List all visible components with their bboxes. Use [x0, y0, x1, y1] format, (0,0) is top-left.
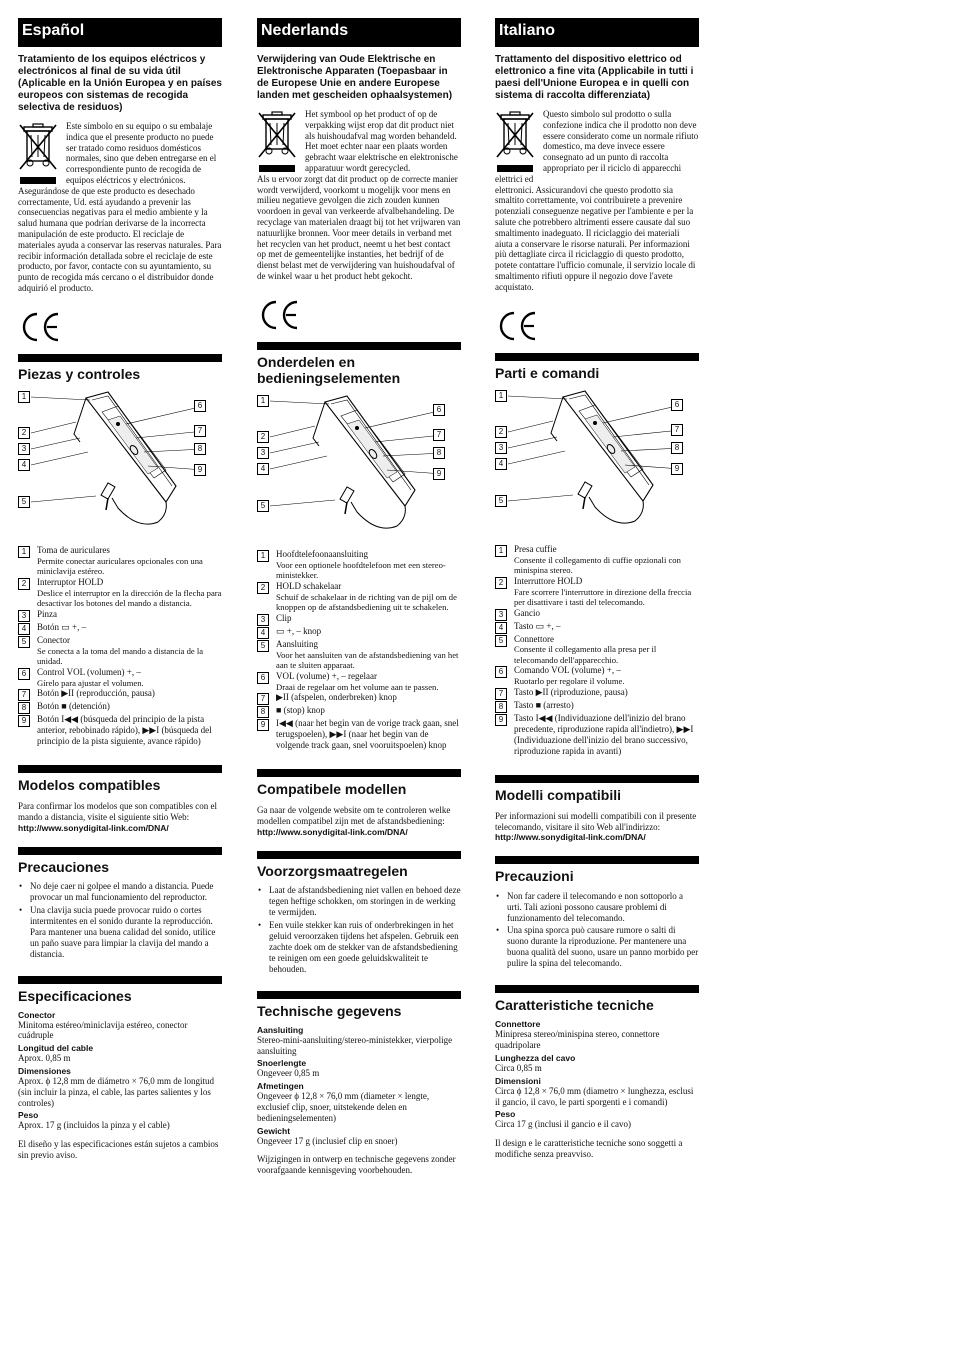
- weee-bin-icon: [495, 111, 535, 173]
- spec-title: Especificaciones: [18, 987, 132, 1004]
- part-label: Botón I◀◀ (búsqueda del principio de la pista anterior, rebobinado rápido), ▶▶I (búsqueda del principio de la pista siguiente, avance rápido): [37, 714, 212, 747]
- part-description: Permite conectar auriculares opcionales con una miniclavija estéreo.: [37, 555, 203, 577]
- parts-list-item: [495, 634, 699, 666]
- part-label: Toma de auriculares: [37, 544, 110, 555]
- part-description: Draai de regelaar om het volume aan te passen.: [276, 681, 439, 692]
- parts-list-item: [257, 581, 461, 613]
- weee-text-2: Asegurándose de que este producto es desechado correctamente, Ud. está ayudando a prevenir las consecuencias negativas para el medio ambiente y la salud humana que podrían derivarse de la incorrecta manipulación de este producto. El reciclaje de materiales ayuda a conservar las reservas naturales. Para recibir información detallada sobre el reciclaje de este producto, por favor, contacte con su ayuntamiento, su punto de recogida más cercano o el distribuidor donde adquirió el producto.: [18, 185, 222, 293]
- remote-control-diagram: [495, 389, 699, 534]
- spec-label: Dimensiones: [18, 1066, 71, 1077]
- part-description: Schuif de schakelaar in de richting van de pijl om de knoppen op de afstandsbediening uit te schakelen.: [276, 591, 457, 613]
- part-number: 6: [18, 668, 30, 680]
- callout-5: 5: [18, 496, 30, 508]
- compat-text: Para confirmar los modelos que son compatibles con el mando a distancia, visite el siguiente sitio Web:: [18, 801, 217, 822]
- spec-list: [257, 1025, 461, 1147]
- callout-7: 7: [671, 424, 683, 436]
- spec-label: Afmetingen: [257, 1081, 304, 1092]
- part-number: 4: [257, 627, 269, 639]
- weee-text-1: Questo simbolo sul prodotto o sulla confezione indica che il prodotto non deve essere considerato come un normale rifiuto domestico, ma deve invece essere consegnato ad un punto di raccolta appropriato per il riciclo di apparecchi elettrici ed: [495, 109, 699, 184]
- part-label: Aansluiting: [276, 638, 318, 649]
- parts-list-item: [18, 714, 222, 747]
- parts-list-item: [18, 609, 222, 622]
- part-number: 3: [495, 609, 507, 621]
- part-number: 3: [18, 610, 30, 622]
- weee-notice: [257, 109, 461, 282]
- part-description: Fare scorrere l'interruttore in direzione della freccia per disattivare i tasti del telecomando.: [514, 586, 692, 608]
- callout-3: 3: [257, 447, 269, 459]
- part-number: 9: [495, 714, 507, 726]
- part-description: Ruotarlo per regolare il volume.: [514, 676, 625, 687]
- part-description: Se conecta a la toma del mando a distancia de la unidad.: [37, 645, 204, 667]
- callout-7: 7: [194, 425, 206, 437]
- spec-label: Dimensioni: [495, 1075, 541, 1086]
- spec-title: Caratteristiche tecniche: [495, 997, 654, 1014]
- part-label: HOLD schakelaar: [276, 580, 342, 591]
- callout-6: 6: [194, 400, 206, 412]
- spec-value: Aprox. 17 g (incluidos la pinza y el cable): [18, 1120, 170, 1131]
- callout-4: 4: [495, 458, 507, 470]
- ce-mark-icon: [257, 298, 301, 332]
- spec-value: Minitoma estéreo/miniclavija estéreo, conector cuádruple: [18, 1019, 188, 1041]
- spec-label: Conector: [18, 1009, 56, 1020]
- compat-url[interactable]: http://www.sonydigital-link.com/DNA/: [18, 822, 169, 833]
- caution-item: • Een vuile stekker kan ruis of onderbrekingen in het geluid veroorzaken tijdens het afspelen. Gebruik een zachte doek om de stekker van de afstandsbediening te reinigen om een goede geluidskwaliteit te behouden.: [267, 920, 461, 975]
- weee-text-1: Este símbolo en su equipo o su embalaje indica que el presente producto no puede ser tratado como residuos domésticos normales, sino que deben entregarse en el correspondiente punto de recogida de equipos eléctricos y electrónicos.: [66, 121, 217, 185]
- spec-note: Wijzigingen in ontwerp en technische gegevens zonder voorafgaande kennisgeving voorbehouden.: [257, 1154, 456, 1176]
- caution-item: • Una spina sporca può causare rumore o salti di suono durante la riproduzione. Per mantenere una buona qualità del suono, usare un panno morbido per pulire la spina del telecomando.: [505, 925, 699, 969]
- parts-list-item: [495, 687, 699, 700]
- caution-list: [18, 881, 222, 960]
- part-number: 3: [257, 614, 269, 626]
- part-number: 8: [18, 702, 30, 714]
- parts-list-item: [18, 635, 222, 667]
- compat-url[interactable]: http://www.sonydigital-link.com/DNA/: [257, 826, 408, 837]
- language-header: Español: [18, 18, 222, 47]
- parts-list-item: [18, 577, 222, 609]
- part-label: Interruttore HOLD: [514, 575, 583, 586]
- callout-8: 8: [194, 443, 206, 455]
- callout-2: 2: [495, 426, 507, 438]
- parts-list-item: [495, 608, 699, 621]
- part-description: Consente il collegamento alla presa per il telecomando dell'apparecchio.: [514, 644, 657, 665]
- spec-label: Snoerlengte: [257, 1058, 307, 1069]
- parts-list: [18, 545, 222, 747]
- part-label: Presa cuffie: [514, 543, 557, 554]
- part-number: 7: [495, 688, 507, 700]
- column-spanish: [18, 18, 222, 1161]
- caution-item: • Laat de afstandsbediening niet vallen en behoed deze tegen heftige schokken, om storingen in de werking te vermijden.: [267, 885, 461, 918]
- spec-value: Stereo-mini-aansluiting/stereo-ministekker, vierpolige aansluiting: [257, 1034, 453, 1056]
- callout-9: 9: [671, 463, 683, 475]
- callout-9: 9: [433, 468, 445, 480]
- part-number: 9: [18, 715, 30, 727]
- callout-6: 6: [671, 399, 683, 411]
- spec-label: Aansluiting: [257, 1024, 304, 1035]
- ce-mark-icon: [495, 309, 539, 343]
- caution-item: • Non far cadere il telecomando e non sottoporlo a urti. Tali azioni possono causare problemi di funzionamento del telecomando.: [505, 891, 699, 924]
- part-number: 8: [257, 706, 269, 718]
- spec-value: Circa 17 g (inclusi il gancio e il cavo): [495, 1119, 631, 1130]
- part-label: ▶II (afspelen, onderbreken) knop: [276, 692, 397, 703]
- spec-value: Circa ϕ 12,8 × 76,0 mm (diametro × lunghezza, esclusi il gancio, il cavo, le parti sporgenti e i comandi): [495, 1085, 694, 1107]
- column-italian: [495, 18, 699, 1160]
- column-dutch: [257, 18, 461, 1176]
- callout-1: 1: [257, 395, 269, 407]
- remote-control-diagram: [257, 394, 461, 539]
- section-divider: [495, 856, 699, 864]
- parts-list-item: [257, 671, 461, 692]
- compat-title: Compatibele modellen: [257, 781, 407, 798]
- parts-list-item: [18, 545, 222, 577]
- part-number: 2: [257, 582, 269, 594]
- spec-label: Gewicht: [257, 1125, 291, 1136]
- part-label: Hoofdtelefoonaansluiting: [276, 548, 368, 559]
- compat-text: Per informazioni sui modelli compatibili con il presente telecomando, visitare il sito Web all'indirizzo:: [495, 810, 697, 832]
- part-description: Voor een optionele hoofdtelefoon met een stereo-ministekker.: [276, 559, 446, 581]
- part-number: 5: [257, 640, 269, 652]
- part-description: Consente il collegamento di cuffie opzionali con minispina stereo.: [514, 554, 681, 576]
- part-number: 6: [257, 672, 269, 684]
- compat-text: Ga naar de volgende website om te controleren welke modellen compatibel zijn met de afstandsbediening:: [257, 805, 451, 826]
- callout-1: 1: [18, 391, 30, 403]
- part-label: Interruptor HOLD: [37, 576, 104, 587]
- remote-control-diagram: [18, 390, 222, 535]
- section-divider: [257, 769, 461, 777]
- part-number: 4: [495, 622, 507, 634]
- part-label: Gancio: [514, 607, 540, 618]
- parts-list-item: [495, 665, 699, 686]
- part-label: Botón ▶II (reproducción, pausa): [37, 688, 155, 699]
- parts-list-item: [257, 718, 461, 751]
- part-label: ■ (stop) knop: [276, 705, 325, 716]
- callout-5: 5: [257, 500, 269, 512]
- part-number: 7: [18, 689, 30, 701]
- spec-label: Lunghezza del cavo: [495, 1053, 576, 1064]
- spec-list: [18, 1010, 222, 1132]
- part-label: Botón ▭ +, –: [37, 621, 87, 632]
- callout-4: 4: [18, 459, 30, 471]
- weee-notice: [18, 121, 222, 294]
- part-label: Pinza: [37, 608, 57, 619]
- parts-list-item: [257, 626, 461, 639]
- callout-6: 6: [433, 404, 445, 416]
- part-number: 1: [18, 546, 30, 558]
- spec-value: Ongeveer 17 g (inclusief clip en snoer): [257, 1135, 398, 1146]
- parts-list-item: [18, 701, 222, 714]
- language-header: Nederlands: [257, 18, 461, 47]
- parts-list-item: [495, 700, 699, 713]
- spec-value: Ongeveer ϕ 12,8 × 76,0 mm (diameter × lengte, exclusief clip, snoer, uitstekende delen en bedieningselementen): [257, 1091, 430, 1123]
- spec-note: El diseño y las especificaciones están sujetos a cambios sin previo aviso.: [18, 1139, 219, 1161]
- section-divider: [257, 342, 461, 350]
- language-header: Italiano: [495, 18, 699, 47]
- parts-list-item: [495, 621, 699, 634]
- parts-list-item: [18, 622, 222, 635]
- weee-text-2: elettronici. Assicurandovi che questo prodotto sia smaltito correttamente, voi contribuirete a prevenire potenziali conseguenze negative per l'ambiente e per la salute che potrebbero altrimenti essere causate dal suo smaltimento inadeguato. Il riciclaggio dei materiali aiuta a conservare le risorse naturali. Per informazioni più dettagliate circa il riciclaggio di questo prodotto, potete contattare l'ufficio comunale, il servizio locale di smaltimento rifiuti oppure il negozio dove l'avete acquistato.: [495, 184, 696, 292]
- caution-title: Voorzorgsmaatregelen: [257, 862, 408, 879]
- parts-list-item: [495, 576, 699, 608]
- spec-label: Peso: [495, 1109, 516, 1120]
- part-label: Comando VOL (volume) +, –: [514, 665, 621, 676]
- callout-2: 2: [257, 431, 269, 443]
- part-number: 6: [495, 666, 507, 678]
- weee-text-2: Als u ervoor zorgt dat dit product op de correcte manier wordt verwijderd, voorkomt u mogelijk voor mens en milieu negatieve gevolgen die zich zouden kunnen voordoen in geval van verkeerde afvalbehandeling. De recyclage van materialen draagt bij tot het vrijwaren van natuurlijke bronnen. Voor meer details in verband met het recyclen van het product, neemt u het best contact op met de gemeentelijke instanties, het bedrijf of de dienst belast met de verwijdering van huishoudafval of de winkel waar u het product hebt gekocht.: [257, 173, 461, 281]
- weee-bin-icon: [18, 123, 58, 185]
- section-divider: [257, 991, 461, 999]
- part-label: VOL (volume) +, – regelaar: [276, 670, 377, 681]
- callout-5: 5: [495, 495, 507, 507]
- spec-label: Peso: [18, 1110, 39, 1121]
- section-divider: [18, 354, 222, 362]
- weee-title: Tratamiento de los equipos eléctricos y electrónicos al final de su vida útil (Aplicable en la Unión Europea y en países europeos con sistemas de recogida selectiva de residuos): [18, 54, 222, 113]
- compat-url[interactable]: http://www.sonydigital-link.com/DNA/: [495, 832, 646, 843]
- callout-1: 1: [495, 390, 507, 402]
- part-label: Tasto ▭ +, –: [514, 620, 561, 631]
- section-divider: [495, 353, 699, 361]
- parts-list-item: [257, 613, 461, 626]
- part-number: 4: [18, 623, 30, 635]
- part-label: Tasto I◀◀ (Individuazione dell'inizio del brano precedente, riproduzione rapida all'indietro), ▶▶I (Individuazione dell'inizio del brano successivo, riproduzione rapida in avanti): [514, 712, 694, 756]
- section-divider: [18, 976, 222, 984]
- part-description: Voor het aansluiten van de afstandsbediening van het aan te sluiten apparaat.: [276, 649, 459, 671]
- weee-text-1: Het symbool op het product of op de verpakking wijst erop dat dit product niet als huishoudafval mag worden behandeld. Het moet echter naar een plaats worden gebracht waar elektrische en elektronische apparatuur wordt gerecycled.: [305, 109, 458, 173]
- spec-value: Aprox. 0,85 m: [18, 1053, 71, 1064]
- callout-8: 8: [671, 442, 683, 454]
- weee-notice: [495, 109, 699, 293]
- parts-list: [495, 544, 699, 757]
- part-label: Botón ■ (detención): [37, 701, 110, 712]
- parts-title: Piezas y controles: [18, 365, 141, 382]
- parts-list-item: [257, 705, 461, 718]
- caution-title: Precauciones: [18, 858, 110, 875]
- spec-value: Ongeveer 0,85 m: [257, 1068, 320, 1079]
- part-label: Control VOL (volumen) +, –: [37, 666, 141, 677]
- callout-8: 8: [433, 447, 445, 459]
- weee-title: Verwijdering van Oude Elektrische en Elektronische Apparaten (Toepasbaar in de Europese Unie en andere Europese landen met gescheiden ophaalsystemen): [257, 54, 453, 101]
- ce-mark-icon: [18, 310, 62, 344]
- part-label: ▭ +, – knop: [276, 625, 322, 636]
- spec-value: Circa 0,85 m: [495, 1063, 542, 1074]
- caution-item: • Una clavija sucia puede provocar ruido o cortes intermitentes en el sonido durante la reproducción. Para mantener una buena calidad del sonido, utilice un paño suave para limpiar la clavija del mando a distancia.: [28, 905, 222, 960]
- parts-list: [257, 549, 461, 751]
- callout-9: 9: [194, 464, 206, 476]
- part-number: 8: [495, 701, 507, 713]
- compat-title: Modelos compatibles: [18, 777, 161, 794]
- parts-list-item: [257, 549, 461, 581]
- caution-list: [257, 885, 461, 975]
- section-divider: [18, 847, 222, 855]
- part-number: 9: [257, 719, 269, 731]
- callout-3: 3: [18, 443, 30, 455]
- parts-list-item: [257, 639, 461, 671]
- callout-7: 7: [433, 429, 445, 441]
- part-number: 5: [495, 635, 507, 647]
- parts-title: Parti e comandi: [495, 364, 600, 381]
- parts-list-item: [18, 667, 222, 688]
- section-divider: [257, 851, 461, 859]
- spec-value: Minipresa stereo/minispina stereo, connettore quadripolare: [495, 1029, 660, 1051]
- part-number: 5: [18, 636, 30, 648]
- part-label: Tasto ■ (arresto): [514, 699, 574, 710]
- part-number: 1: [495, 545, 507, 557]
- weee-bin-icon: [257, 111, 297, 173]
- caution-title: Precauzioni: [495, 868, 574, 885]
- compat-title: Modelli compatibili: [495, 786, 622, 803]
- callout-2: 2: [18, 427, 30, 439]
- part-label: I◀◀ (naar het begin van de vorige track gaan, snel terugspoelen), ▶▶I (naar het begin van de volgende track gaan, snel vooruitspoelen) knop: [276, 718, 459, 751]
- callout-4: 4: [257, 463, 269, 475]
- part-label: Clip: [276, 612, 292, 623]
- section-divider: [495, 775, 699, 783]
- part-description: Deslice el interruptor en la dirección de la flecha para desactivar los botones del mando a distancia.: [37, 587, 222, 609]
- parts-list-item: [18, 688, 222, 701]
- section-divider: [495, 985, 699, 993]
- section-divider: [18, 765, 222, 773]
- parts-list-item: [495, 544, 699, 576]
- spec-value: Aprox. ϕ 12,8 mm de diámetro × 76,0 mm de longitud (sin incluir la pinza, el cable, las partes salientes y los controles): [18, 1076, 215, 1108]
- spec-title: Technische gegevens: [257, 1002, 402, 1019]
- spec-list: [495, 1019, 699, 1130]
- part-number: 7: [257, 693, 269, 705]
- caution-list: [495, 891, 699, 970]
- part-description: Gírelo para ajustar el volumen.: [37, 677, 144, 688]
- part-label: Connettore: [514, 633, 554, 644]
- spec-label: Longitud del cable: [18, 1043, 94, 1054]
- spec-note: Il design e le caratteristiche tecniche sono soggetti a modifiche senza preavviso.: [495, 1138, 683, 1160]
- part-label: Conector: [37, 634, 70, 645]
- part-number: 2: [18, 578, 30, 590]
- part-number: 1: [257, 550, 269, 562]
- parts-list-item: [257, 692, 461, 705]
- part-label: Tasto ▶II (riproduzione, pausa): [514, 686, 628, 697]
- callout-3: 3: [495, 442, 507, 454]
- part-number: 2: [495, 577, 507, 589]
- weee-title: Trattamento del dispositivo elettrico od elettronico a fine vita (Applicabile in tutti i paesi dell'Unione Europea e in quelli con sistema di raccolta differenziata): [495, 54, 694, 101]
- parts-list-item: [495, 713, 699, 757]
- parts-title: Onderdelen en bedieningselementen: [257, 353, 401, 386]
- caution-item: • No deje caer ni golpee el mando a distancia. Puede provocar un mal funcionamiento del reproductor.: [28, 881, 222, 903]
- spec-label: Connettore: [495, 1019, 541, 1030]
